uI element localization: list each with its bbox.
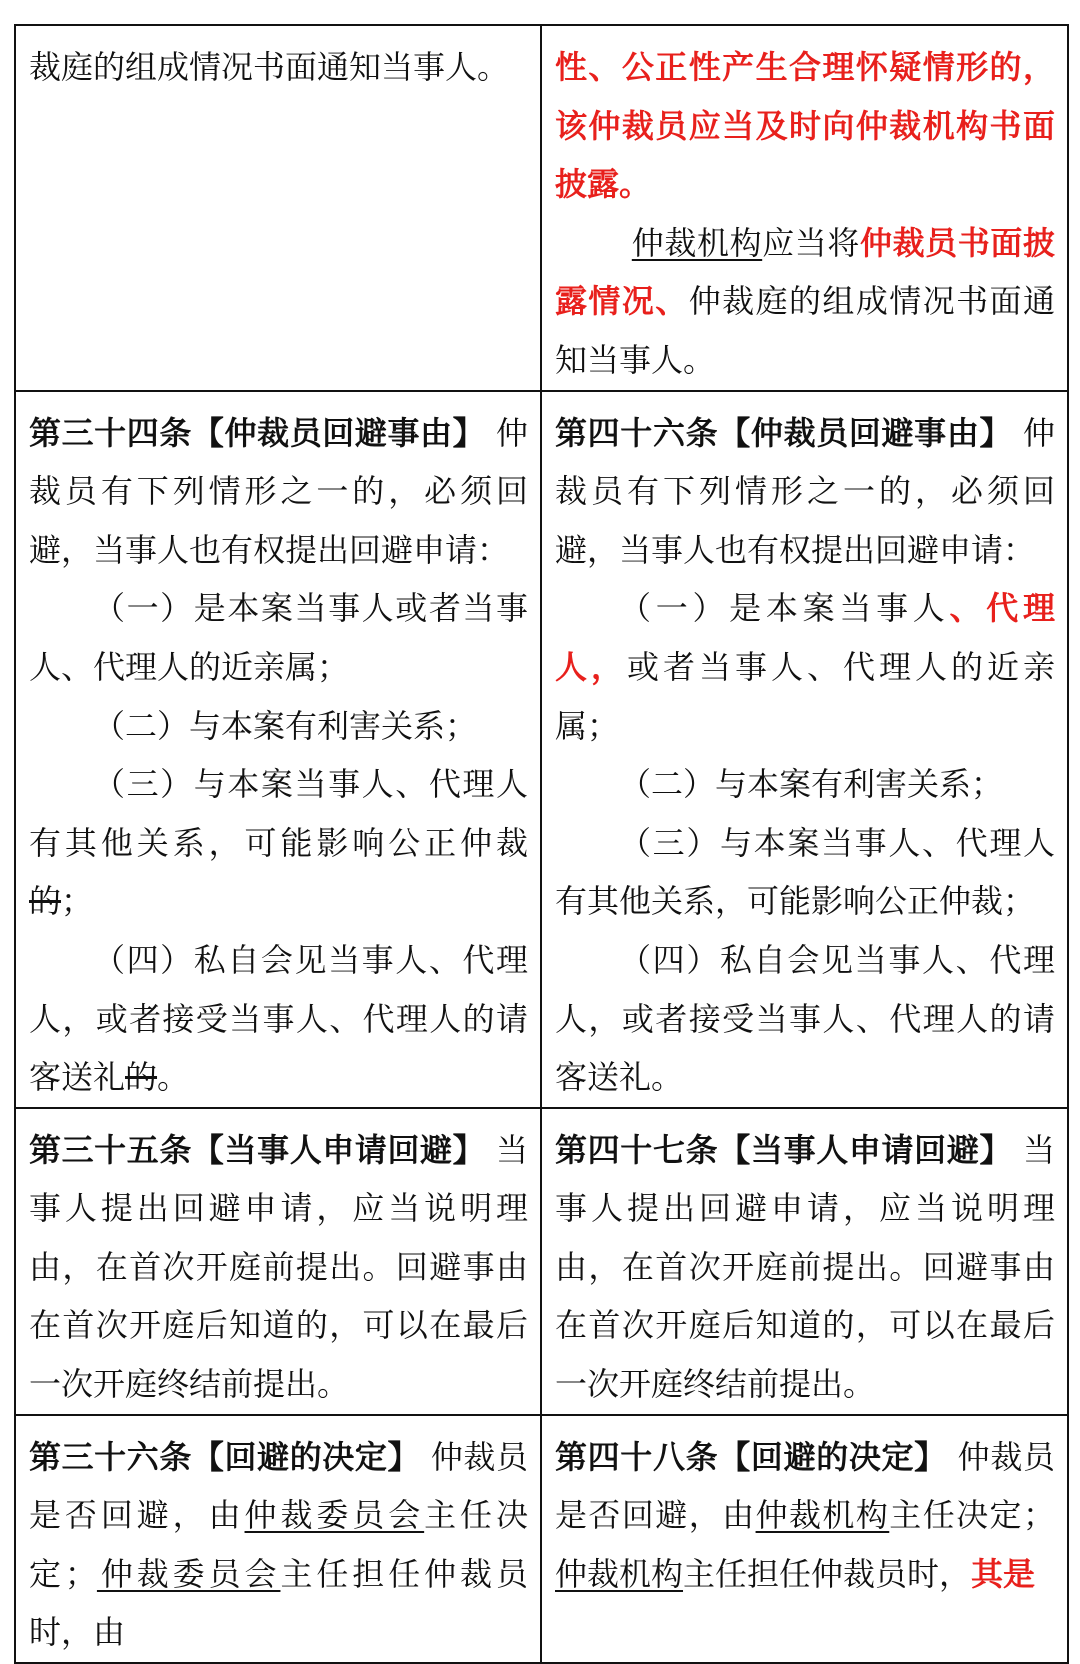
article-heading: 第三十四条【仲裁员回避事由】 (29, 413, 486, 452)
article-body: 当事人提出回避申请，应当说明理由，在首次开庭前提出。回避事由在首次开庭后知道的，可以在最后一次开庭终结前提出。 (555, 1130, 1055, 1404)
added-text: 性、公正性产生合理怀疑情形的，该仲裁员应当及时向仲裁机构书面披露。 (555, 48, 1055, 204)
article-paragraph (555, 1121, 1055, 1414)
table-row (15, 1415, 1068, 1663)
new-law-cell (541, 1108, 1068, 1415)
article-heading: 第四十七条【当事人申请回避】 (555, 1130, 1013, 1169)
underlined-term: 仲裁机构 (631, 223, 763, 262)
text: 仲裁员是否回避，由 (29, 1437, 528, 1535)
added-text: 其是 (971, 1554, 1036, 1593)
table-row (15, 25, 1068, 391)
list-item: （二）与本案有利害关系； (93, 706, 478, 745)
underlined-term: 仲裁委员会 (244, 1496, 425, 1535)
article-heading: 第三十五条【当事人申请回避】 (29, 1130, 486, 1169)
law-comparison-table (14, 24, 1069, 1664)
article-intro: 仲裁员有下列情形之一的，必须回避，当事人也有权提出回避申请： (555, 413, 1055, 569)
text: 仲裁庭的组成情况书面通知当事人。 (555, 282, 1055, 379)
list-item: （二）与本案有利害关系； (619, 765, 1004, 804)
underlined-term: 仲裁委员会 (96, 1554, 281, 1593)
new-law-paragraph (555, 214, 1055, 390)
list-item (555, 579, 1055, 755)
list-item: （三）与本案当事人、代理人有其他关系，可能影响公正仲裁； (555, 823, 1055, 921)
underlined-term: 仲裁机构 (755, 1496, 890, 1535)
old-law-cell (15, 1108, 541, 1415)
text: 应当将 (762, 223, 860, 262)
old-law-cell (15, 391, 541, 1108)
article-paragraph (29, 1428, 528, 1662)
table-row (15, 1108, 1068, 1415)
added-text: 、代理人， (555, 589, 1055, 686)
text: 或者当事人、代理人的近亲属； (555, 647, 1055, 745)
text: 。 (157, 1058, 190, 1097)
text: 主任决定； (29, 1496, 528, 1593)
old-law-text: 裁庭的组成情况书面通知当事人。 (29, 48, 510, 86)
old-law-cell (15, 25, 541, 391)
article-heading: 第四十六条【仲裁员回避事由】 (555, 413, 1013, 452)
underlined-term: 仲裁机构 (555, 1554, 684, 1593)
text: 仲裁员是否回避，由 (555, 1437, 1055, 1535)
text: 主任担任仲裁员时， (683, 1554, 972, 1593)
new-law-cell (541, 25, 1068, 391)
article-paragraph (29, 1121, 528, 1414)
text: （三）与本案当事人、代理人有其他关系，可能影响公正仲裁 (29, 765, 528, 862)
article-heading: 第三十六条【回避的决定】 (29, 1437, 421, 1476)
article-paragraph (555, 1428, 1055, 1604)
list-item: （一）是本案当事人或者当事人、代理人的近亲属； (29, 589, 528, 686)
article-paragraph (555, 404, 1055, 580)
list-item (29, 931, 528, 1107)
new-law-cell (541, 1415, 1068, 1663)
added-text: 仲裁员书面披露情况、 (555, 223, 1055, 321)
list-item (29, 755, 528, 931)
article-paragraph (29, 404, 528, 580)
text: ； (61, 882, 94, 921)
text: （四）私自会见当事人、代理人，或者接受当事人、代理人的请客送礼 (29, 940, 528, 1097)
table-row (15, 391, 1068, 1108)
article-heading: 第四十八条【回避的决定】 (555, 1437, 947, 1476)
struck-text: 的 (29, 882, 62, 921)
text: 主任决定； (889, 1496, 1055, 1535)
text: （一）是本案当事人 (619, 589, 950, 628)
article-body: 当事人提出回避申请，应当说明理由，在首次开庭前提出。回避事由在首次开庭后知道的，可以在最后一次开庭终结前提出。 (29, 1130, 528, 1404)
struck-text: 的 (125, 1058, 158, 1097)
list-item: （四）私自会见当事人、代理人，或者接受当事人、代理人的请客送礼。 (555, 940, 1055, 1097)
text: 主任担任仲裁员时，由 (29, 1554, 528, 1652)
new-law-cell (541, 391, 1068, 1108)
old-law-cell (15, 1415, 541, 1663)
article-intro: 仲裁员有下列情形之一的，必须回避，当事人也有权提出回避申请： (29, 413, 528, 569)
